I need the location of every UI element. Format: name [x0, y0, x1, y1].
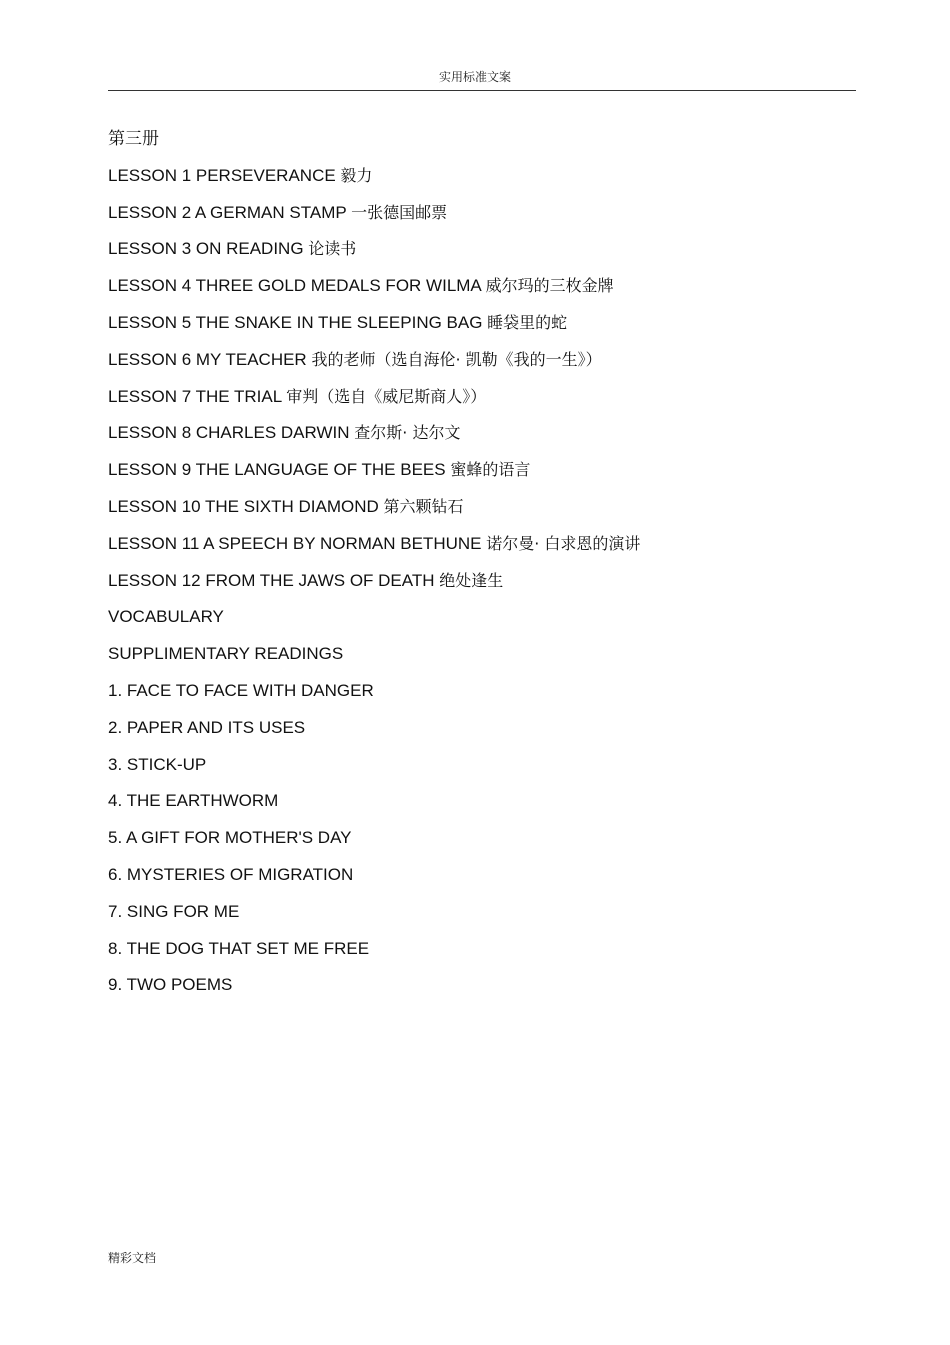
lesson-title-en: LESSON 12 FROM THE JAWS OF DEATH — [108, 570, 440, 590]
lesson-title-cn: 查尔斯· 达尔文 — [354, 423, 461, 443]
reading-item: 5. A GIFT FOR MOTHER'S DAY — [108, 828, 352, 848]
lesson-item — [108, 311, 868, 348]
lesson-title-en: LESSON 10 THE SIXTH DIAMOND — [108, 496, 384, 516]
lesson-item — [108, 495, 868, 532]
supplementary-heading: SUPPLIMENTARY READINGS — [108, 644, 344, 664]
lesson-title-en: LESSON 5 THE SNAKE IN THE SLEEPING BAG — [108, 312, 488, 332]
page-footer-text: 精彩文档 — [108, 1251, 157, 1265]
lesson-title-cn: 第六颗钻石 — [383, 496, 464, 516]
lesson-title-en: LESSON 3 ON READING — [108, 239, 309, 259]
lesson-title-en: LESSON 11 A SPEECH BY NORMAN BETHUNE — [108, 533, 487, 553]
lesson-title-cn: 睡袋里的蛇 — [487, 312, 568, 332]
lesson-title-cn: 诺尔曼· 白求恩的演讲 — [486, 533, 641, 553]
reading-item: 7. SING FOR ME — [108, 901, 240, 921]
reading-item: 8. THE DOG THAT SET ME FREE — [108, 938, 370, 958]
lesson-item — [108, 274, 868, 311]
lesson-title-en: LESSON 4 THREE GOLD MEDALS FOR WILMA — [108, 276, 486, 296]
lesson-title-en: LESSON 8 CHARLES DARWIN — [108, 423, 355, 443]
lesson-item — [108, 385, 868, 422]
lesson-item — [108, 237, 868, 274]
lesson-item — [108, 201, 868, 238]
reading-item: 4. THE EARTHWORM — [108, 791, 279, 811]
lesson-title-cn: 一张德国邮票 — [351, 202, 448, 222]
lesson-title-en: LESSON 1 PERSEVERANCE — [108, 165, 341, 185]
lesson-title-cn: 蜜蜂的语言 — [450, 460, 531, 480]
page-header-text: 实用标准文案 — [438, 70, 511, 84]
lesson-title-cn: 毅力 — [340, 165, 373, 185]
lesson-title-en: LESSON 9 THE LANGUAGE OF THE BEES — [108, 460, 451, 480]
reading-item: 9. TWO POEMS — [108, 975, 233, 995]
volume-heading: 第三册 — [108, 129, 159, 148]
lesson-item — [108, 532, 868, 569]
lesson-title-cn: 威尔玛的三枚金牌 — [485, 276, 614, 296]
lesson-item — [108, 569, 868, 606]
reading-item: 3. STICK-UP — [108, 754, 207, 774]
reading-item: 6. MYSTERIES OF MIGRATION — [108, 864, 354, 884]
lesson-title-cn: 绝处逢生 — [439, 570, 504, 590]
vocabulary-heading: VOCABULARY — [108, 607, 224, 627]
reading-item: 2. PAPER AND ITS USES — [108, 717, 306, 737]
header-divider — [108, 90, 856, 91]
lesson-title-cn: 审判（选自《威尼斯商人》） — [286, 386, 487, 406]
lesson-item — [108, 164, 868, 201]
lesson-title-en: LESSON 2 A GERMAN STAMP — [108, 202, 352, 222]
lesson-title-cn: 论读书 — [308, 239, 357, 259]
lesson-title-cn: 我的老师（选自海伦· 凯勒《我的一生》） — [311, 349, 602, 369]
lesson-title-en: LESSON 7 THE TRIAL — [108, 386, 287, 406]
lesson-title-en: LESSON 6 MY TEACHER — [108, 349, 312, 369]
table-of-contents — [108, 127, 868, 1010]
reading-item: 1. FACE TO FACE WITH DANGER — [108, 680, 374, 700]
lesson-item — [108, 458, 868, 495]
lesson-item — [108, 421, 868, 458]
lesson-item — [108, 348, 868, 385]
